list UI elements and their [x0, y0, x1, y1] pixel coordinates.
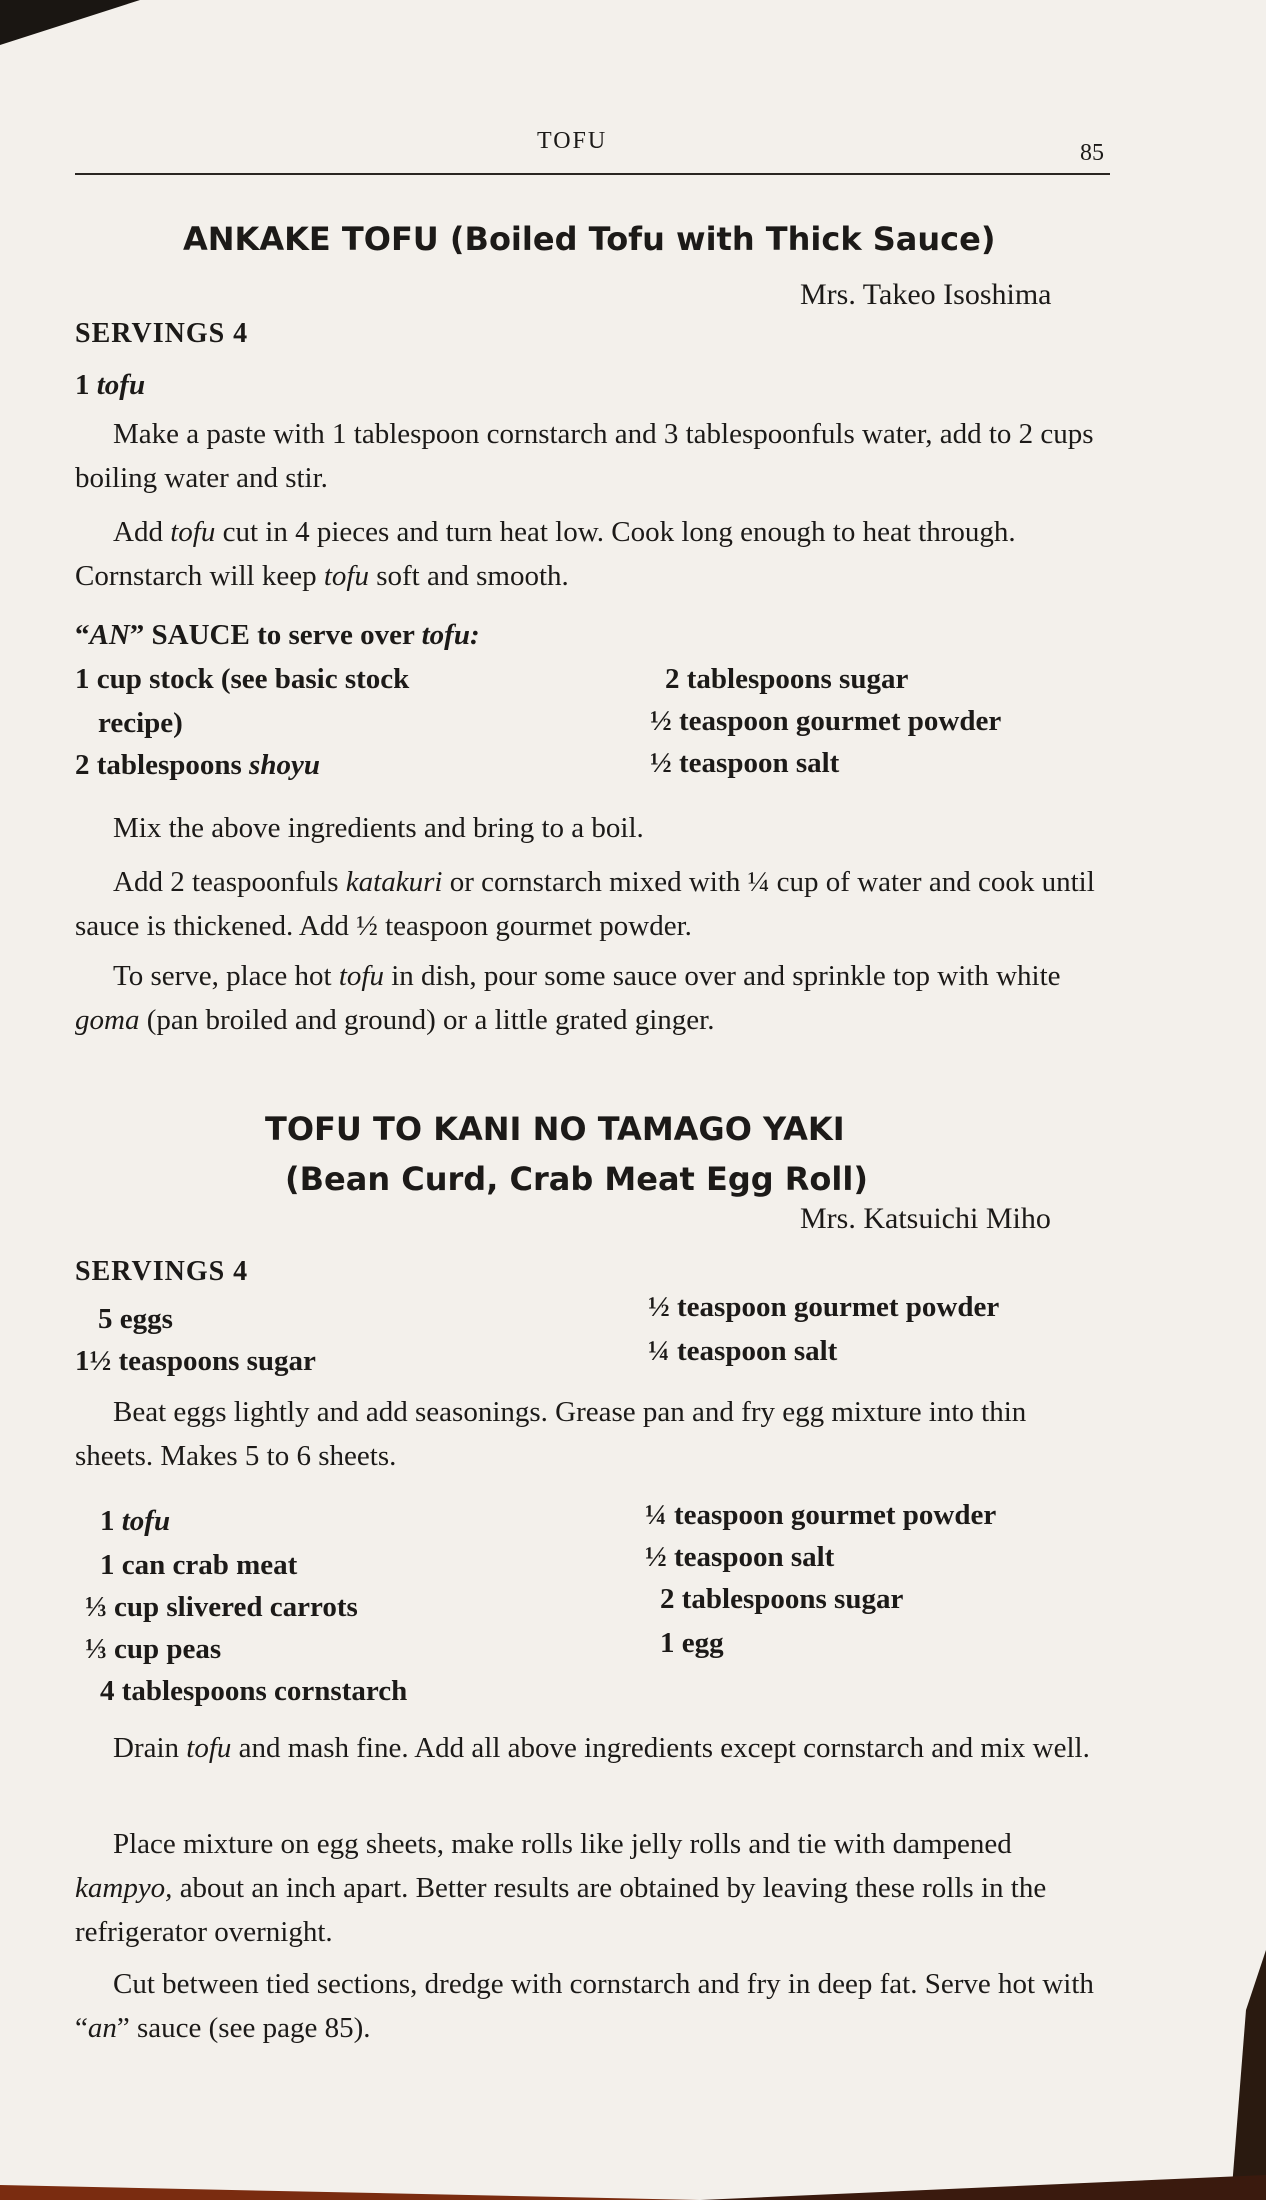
recipe-author: Mrs. Takeo Isoshima [800, 278, 1052, 311]
running-header: TOFU [537, 128, 608, 154]
filling-ingredient: 1 tofu [100, 1505, 171, 1537]
filling-ingredient: 4 tablespoons cornstarch [100, 1675, 408, 1707]
sauce-ingredient: ½ teaspoon salt [650, 747, 840, 779]
instruction-paragraph: Add tofu cut in 4 pieces and turn heat low. Cook long enough to heat through. Cornstarch will keep tofu soft and smooth. [75, 516, 1016, 592]
filling-ingredient: 1 egg [660, 1627, 724, 1659]
page-number: 85 [1080, 140, 1104, 166]
servings: SERVINGS 4 [75, 318, 249, 349]
recipe-subtitle: (Bean Curd, Crab Meat Egg Roll) [285, 1160, 868, 1198]
recipe-title: ANKAKE TOFU (Boiled Tofu with Thick Sauce) [183, 220, 996, 258]
instruction-paragraph: Place mixture on egg sheets, make rolls like jelly rolls and tie with dampened kampyo, about an inch apart. Better results are obtained by leaving these rolls in the refrigerator overnight. [75, 1828, 1047, 1948]
sauce-heading: “AN” SAUCE to serve over tofu: [75, 619, 480, 651]
instruction-paragraph: Drain tofu and mash fine. Add all above ingredients except cornstarch and mix well. [113, 1732, 1090, 1764]
egg-ingredient: ½ teaspoon gourmet powder [648, 1291, 1000, 1323]
egg-ingredient: ¼ teaspoon salt [648, 1335, 838, 1367]
recipe-title: TOFU TO KANI NO TAMAGO YAKI [265, 1110, 845, 1148]
page-top-left-shadow [0, 0, 140, 60]
sauce-ingredient: recipe) [98, 707, 183, 739]
recipe-author: Mrs. Katsuichi Miho [800, 1202, 1051, 1235]
filling-ingredient: ¼ teaspoon gourmet powder [645, 1499, 997, 1531]
filling-ingredient: ½ teaspoon salt [645, 1541, 835, 1573]
page-bottom-shadow [0, 2165, 1266, 2200]
page-right-shadow [1226, 1950, 1266, 2200]
instruction-paragraph: To serve, place hot tofu in dish, pour some sauce over and sprinkle top with white goma (pan broiled and ground) or a little grated ginger. [75, 960, 1061, 1036]
filling-ingredient: 1 can crab meat [100, 1549, 298, 1581]
filling-ingredient: ⅓ cup slivered carrots [85, 1591, 358, 1623]
header-rule [75, 173, 1110, 175]
filling-ingredient: ⅓ cup peas [85, 1633, 222, 1665]
egg-ingredient: 1½ teaspoons sugar [75, 1345, 316, 1377]
instruction-paragraph: Mix the above ingredients and bring to a boil. [113, 812, 644, 844]
sauce-ingredient: ½ teaspoon gourmet powder [650, 705, 1002, 737]
filling-ingredient: 2 tablespoons sugar [660, 1583, 904, 1615]
instruction-paragraph: Make a paste with 1 tablespoon cornstarch and 3 tablespoonfuls water, add to 2 cups boiling water and stir. [75, 418, 1094, 494]
servings: SERVINGS 4 [75, 1256, 249, 1287]
main-ingredient: 1 tofu [75, 369, 146, 401]
instruction-paragraph: Cut between tied sections, dredge with cornstarch and fry in deep fat. Serve hot with “an” sauce (see page 85). [75, 1968, 1094, 2044]
sauce-ingredient: 2 tablespoons shoyu [75, 749, 320, 781]
instruction-paragraph: Beat eggs lightly and add seasonings. Grease pan and fry egg mixture into thin sheets. Makes 5 to 6 sheets. [75, 1396, 1027, 1472]
sauce-ingredient: 1 cup stock (see basic stock [75, 663, 410, 695]
instruction-paragraph: Add 2 teaspoonfuls katakuri or cornstarch mixed with ¼ cup of water and cook until sauce is thickened. Add ½ teaspoon gourmet powder. [75, 866, 1095, 942]
sauce-ingredient: 2 tablespoons sugar [665, 663, 909, 695]
egg-ingredient: 5 eggs [98, 1303, 173, 1335]
